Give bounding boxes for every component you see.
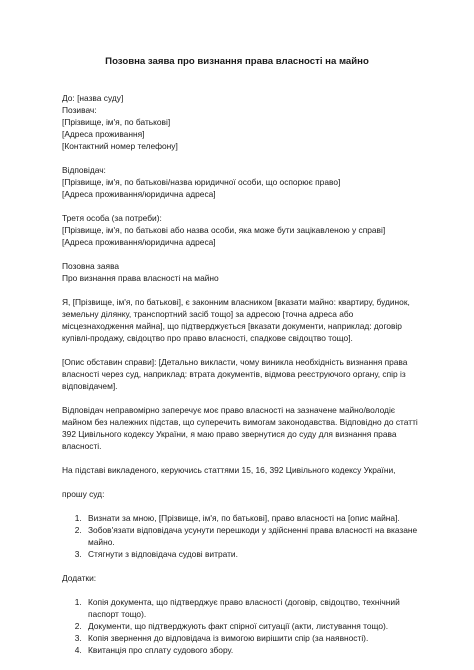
attachments-heading: Додатки:: [62, 573, 97, 583]
paragraph-circumstances: [Опис обставин справи]: [Детально викласти, чому виникла необхідність визнання права власності через суд, наприклад: втрата документів, відмова реєструючого органу, спір із відповідачем].: [62, 357, 408, 391]
plaintiff-address: [Адреса проживання]: [62, 129, 145, 139]
list-item: 2. Зобов'язати відповідача усунути перешкоди у здійсненні права власності на вказане майно.: [84, 524, 424, 548]
parties-section: [62, 92, 424, 152]
paragraph-ownership: Я, [Прізвище, ім'я, по батькові], є законним власником [вказати майно: квартиру, будинок, земельну ділянку, транспортний засіб тощо] за адресою [точна адреса або місцезнаходження майна], що підтверджується [вказати документи, наприклад: договір купівлі-продажу, свідоцтво про право власності, спадкове свідоцтво тощо].: [62, 297, 410, 343]
list-item: 3. Стягнути з відповідача судові витрати.: [84, 548, 424, 560]
defendant-heading: Відповідач:: [62, 165, 106, 175]
list-item: 1. Копія документа, що підтверджує право власності (договір, свідоцтво, технічний паспорт тощо).: [84, 596, 424, 620]
defendant-section: [62, 164, 424, 200]
plaintiff-name: [Прізвище, ім'я, по батькові]: [62, 117, 171, 127]
defendant-name: [Прізвище, ім'я, по батькові/назва юридичної особи, що оспорює право]: [62, 177, 341, 187]
defendant-address: [Адреса проживання/юридична адреса]: [62, 189, 216, 199]
third-party-heading: Третя особа (за потреби):: [62, 213, 162, 223]
list-item: 4. Квитанція про сплату судового збору.: [84, 644, 424, 656]
attachments-list: [62, 596, 424, 656]
claim-subject: Про визнання права власності на майно: [62, 273, 219, 283]
court-line: До: [назва суду]: [62, 93, 124, 103]
list-item: 3. Копія звернення до відповідача із вимогою вирішити спір (за наявності).: [84, 632, 424, 644]
request-list: [62, 512, 424, 560]
list-item: 2. Документи, що підтверджують факт спірної ситуації (акти, листування тощо).: [84, 620, 424, 632]
third-party-section: [62, 212, 424, 248]
third-party-name: [Прізвище, ім'я, по батькові або назва особи, яка може бути зацікавленою у справі]: [62, 225, 386, 235]
plaintiff-heading: Позивач:: [62, 105, 97, 115]
claim-heading: Позовна заява: [62, 261, 120, 271]
document-title: Позовна заява про визнання права власності на майно: [105, 56, 369, 67]
third-party-address: [Адреса проживання/юридична адреса]: [62, 237, 216, 247]
claim-section: [62, 260, 424, 284]
list-item: 1. Визнати за мною, [Прізвище, ім'я, по батькові], право власності на [опис майна].: [84, 512, 424, 524]
request-heading: прошу суд:: [62, 489, 105, 499]
plaintiff-phone: [Контактний номер телефону]: [62, 141, 178, 151]
paragraph-violation: Відповідач неправомірно заперечує моє право власності на зазначене майно/володіє майном без належних підстав, що суперечить вимогам законодавства. Відповідно до статті 392 Цивільного кодексу України, я маю право звернутися до суду для визнання права власності.: [62, 405, 418, 451]
paragraph-legal-basis: На підставі викладеного, керуючись статтями 15, 16, 392 Цивільного кодексу України,: [62, 465, 396, 475]
